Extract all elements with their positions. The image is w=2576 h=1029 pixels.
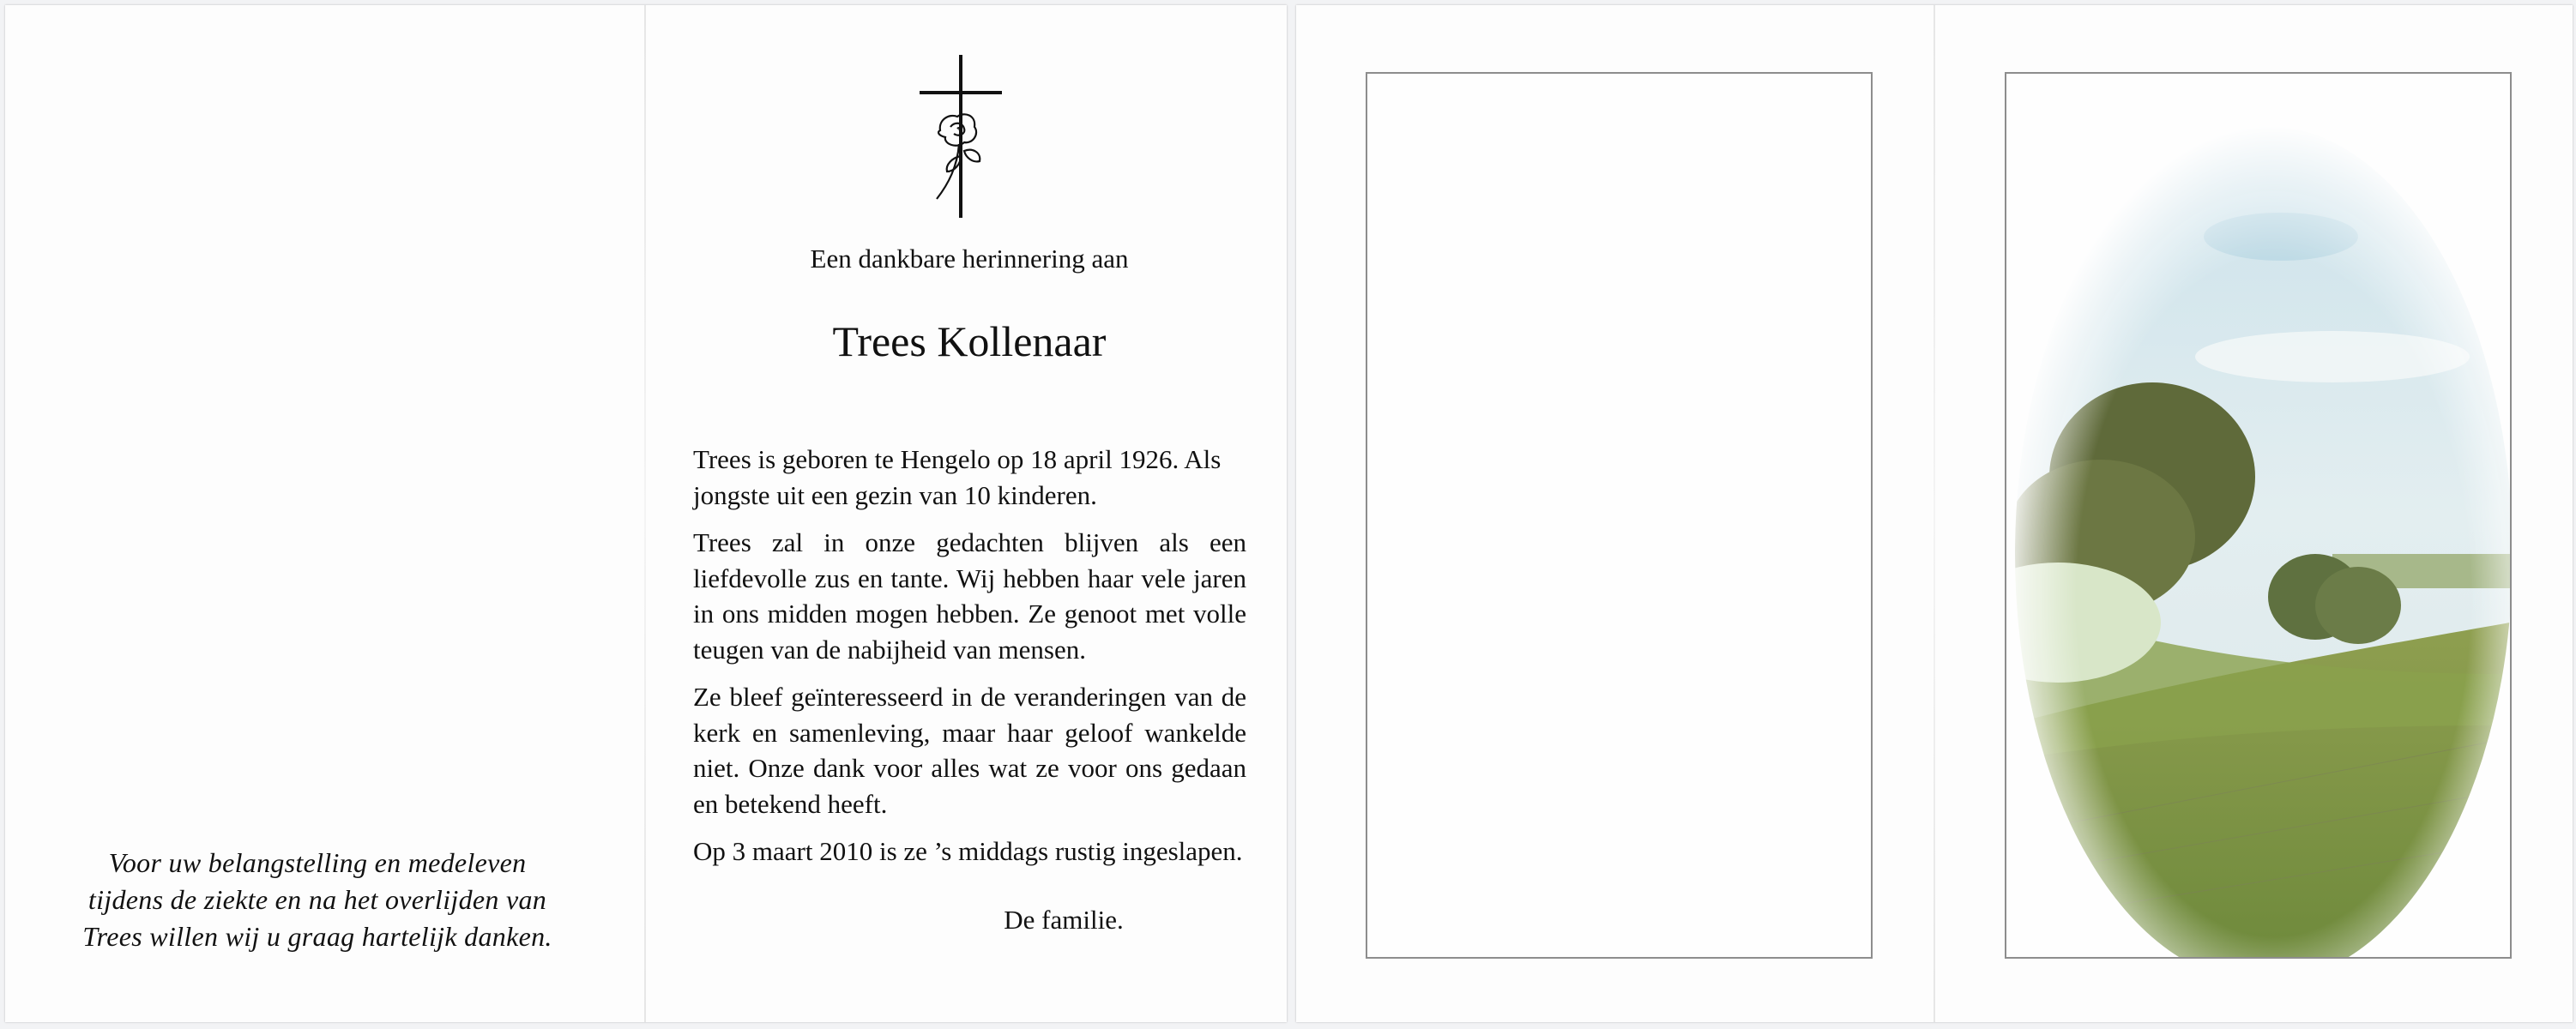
deceased-name: Trees Kollenaar: [832, 317, 1107, 365]
bio-paragraph: Trees is geboren te Hengelo op 18 april 1926. Als jongste uit een gezin van 10 kinderen.: [693, 444, 1222, 510]
bio-paragraph: Op 3 maart 2010 is ze ’s middags rustig ingeslapen.: [693, 836, 1243, 866]
landscape-photo-frame: [2005, 72, 2512, 959]
fold-line: [1934, 5, 1935, 1022]
cross-with-rose-icon: [920, 55, 1005, 218]
empty-frame: [1366, 72, 1873, 959]
bio-paragraph: Ze bleef geïnteresseerd in de veranderingen van de kerk en samenleving, maar haar geloof wankelde niet. Onze dank voor alles wat ze voor ons gedaan en betekend heeft.: [693, 682, 1246, 819]
thank-you-line: Trees willen wij u graag hartelijk danken.: [82, 921, 552, 952]
bio-paragraph: Trees zal in onze gedachten blijven als een liefdevolle zus en tante. Wij hebben haar vele jaren in ons midden mogen hebben. Ze genoot met volle teugen van de nabijheid van mensen.: [693, 527, 1246, 665]
thank-you-line: tijdens de ziekte en na het overlijden van: [87, 884, 547, 915]
intro-line: Een dankbare herinnering aan: [810, 244, 1129, 274]
thank-you-message: [26, 845, 609, 955]
thank-you-line: Voor uw belangstelling en medeleven: [108, 847, 527, 878]
fold-line: [644, 5, 646, 1022]
biography: [693, 442, 1246, 882]
landscape-image: [2006, 74, 2510, 957]
signoff: De familie.: [1004, 905, 1124, 935]
